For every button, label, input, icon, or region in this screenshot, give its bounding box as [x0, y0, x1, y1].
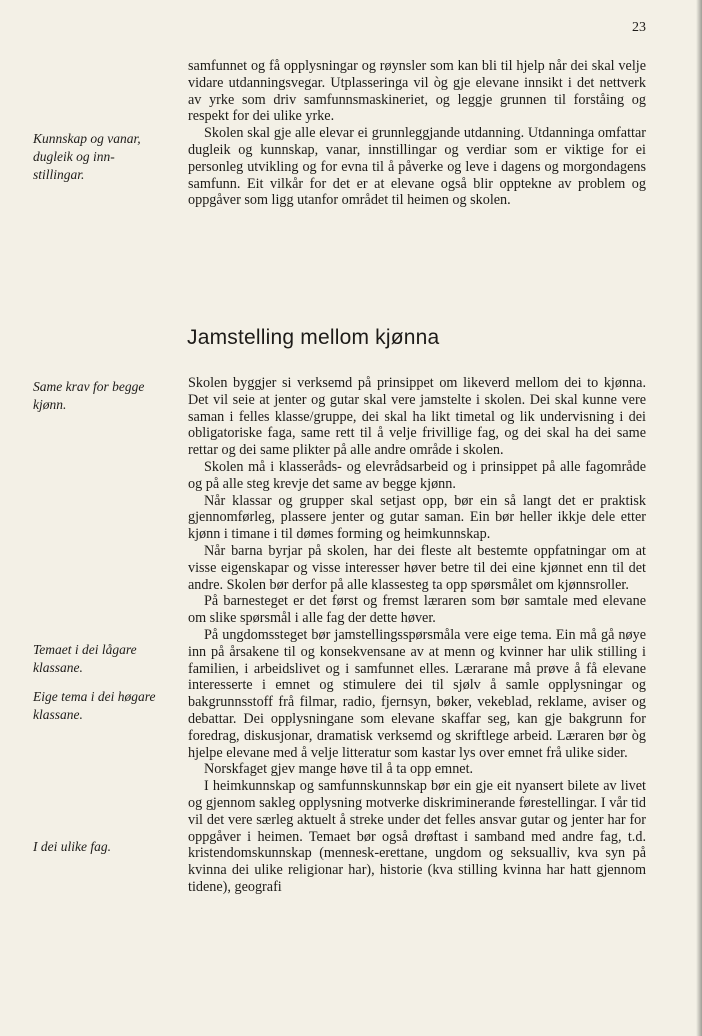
margin-note-higher-grades: Eige tema i dei høgare klassane.	[33, 689, 156, 722]
paragraph: samfunnet og få opplysningar og røynsler som kan bli til hjelp når dei skal velje vidare utdanningsvegar. Utplasseringa vil òg gje elevane innsikt i det nettverk av yrke som driv samfunnsmaskineriet, og leggje grunnen til forståing og respekt for dei ulike yrke.	[188, 58, 646, 125]
page-edge-shadow	[696, 0, 702, 1036]
paragraph: Skolen skal gje alle elevar ei grunnleggjande utdanning. Utdanninga omfattar dugleik og kunnskap, vanar, innstillingar og verdiar som er viktige for ei personleg utvikling og for evna til å påverke og leve i dagens og morgondagens samfunn. Eit vilkår for det er at elevane også blir opptekne av problem og oppgåver som ligg utanfor området til heimen og skolen.	[188, 125, 646, 209]
intro-text	[188, 58, 646, 209]
margin-note-equal-demands: Same krav for begge kjønn.	[33, 379, 145, 412]
page-number: 23	[632, 20, 646, 35]
paragraph: I heimkunnskap og samfunnskunnskap bør ein gje eit nyansert bilete av livet og gjennom sakleg opplysning motverke diskriminerande førestellingar. I vår tid vil det vere særleg aktuelt å streke under det felles ansvar gutar og jenter har for oppgåver i heimen. Temaet bør også drøftast i samband med andre fag, t.d. kristendomskunnskap (mennesk-erettane, ungdom og seksualliv, kva syn på kvinna dei ulike religionar har), historie (kva stilling kvinna har hatt gjennom tidene), geografi	[188, 778, 646, 895]
margin-note-knowledge: Kunnskap og vanar, dugleik og inn-stillingar.	[33, 131, 141, 182]
paragraph: Når barna byrjar på skolen, har dei fleste alt bestemte oppfatningar om at visse eigenskapar og visse interesser høver betre til dei eine kjønnet enn til det andre. Skolen bør derfor på alle klassesteg ta opp spørsmålet om kjønnsroller.	[188, 542, 646, 593]
margin-note-subjects: I dei ulike fag.	[33, 839, 111, 854]
paragraph: Skolen må i klasseråds- og elevrådsarbeid og i prinsippet på alle fagområde og på alle steg krevje det same av begge kjønn.	[188, 458, 646, 492]
paragraph: På ungdomssteget bør jamstellingsspørsmåla vere eige tema. Ein må gå nøye inn på årsakene til og konsekvensane av at menn og kvinner har ulik stilling i familien, i arbeidslivet og i samfunnet elles. Lærarane må prøve å få elevane interesserte i emnet og stimulere dei til sjølv å samle opplysningar og bakgrunnsstoff frå filmar, radio, fjernsyn, bøker, vekeblad, reklame, aviser og debattar. Dei opplysningane som elevane skaffar seg, kan gje bakgrunn for foredrag, diskusjonar, dramatisk verksemd og skriftlege arbeid. Læraren bør òg hjelpe elevane med å velje litteratur som kastar lys over emnet frå ulike sider.	[188, 626, 646, 761]
margin-note-lower-grades: Temaet i dei lågare klassane.	[33, 642, 137, 675]
section-text	[188, 375, 646, 896]
section-heading: Jamstelling mellom kjønna	[187, 326, 440, 349]
paragraph: Når klassar og grupper skal setjast opp, bør ein så langt det er praktisk gjennomførleg, plassere jenter og gutar saman. Ein bør heller ikkje dele etter kjønn i timane i til dømes forming og heimkunnskap.	[188, 492, 646, 543]
paragraph: Skolen byggjer si verksemd på prinsippet om likeverd mellom dei to kjønna. Det vil seie at jenter og gutar skal vere jamstelte i skolen. Dei skal kunne vere saman i felles klasse/gruppe, dei skal ha likt timetal og lik undervisning i dei obligatoriske faga, same rett til å velje frivillige fag, og dei skal ha dei same rettar og dei same plikter på alle andre område i skolen.	[188, 375, 646, 459]
paragraph: Norskfaget gjev mange høve til å ta opp emnet.	[204, 761, 474, 778]
paragraph: På barnesteget er det først og fremst læraren som bør samtale med elevane om slike spørsmål i alle fag der dette høver.	[188, 593, 646, 627]
